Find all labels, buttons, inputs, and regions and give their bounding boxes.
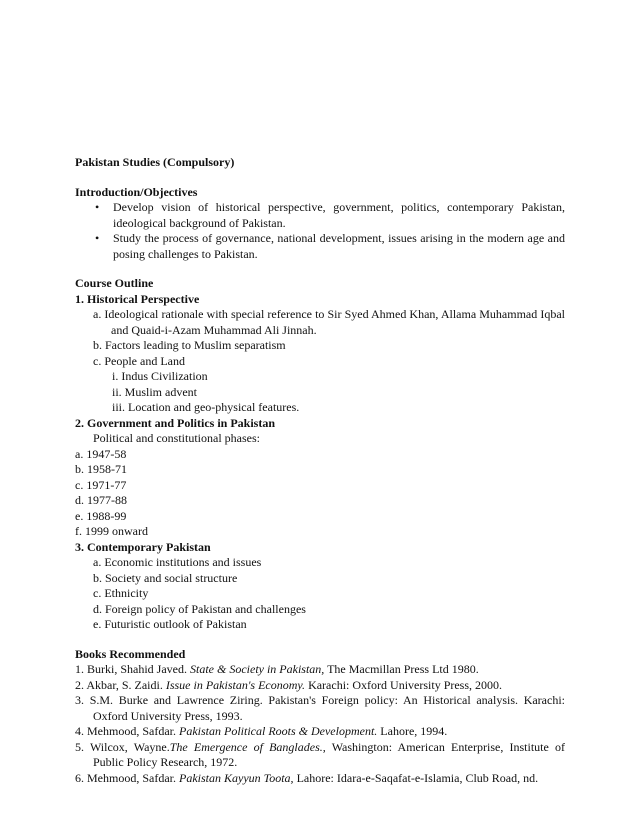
section-3-heading: 3. Contemporary Pakistan <box>75 539 211 554</box>
document-title: Pakistan Studies (Compulsory) <box>75 155 235 169</box>
section-3-item: a. Economic institutions and issues <box>93 555 262 569</box>
intro-heading: Introduction/Objectives <box>75 184 198 199</box>
book-entry: 5. Wilcox, Wayne.The Emergence of Banglades., Washington: American Enterprise, Institute of Public Policy Research, 1972. <box>75 739 565 769</box>
section-3-item: e. Futuristic outlook of Pakistan <box>93 617 247 631</box>
section-2-item: c. 1971-77 <box>75 477 127 492</box>
section-2-item: e. 1988-99 <box>75 508 127 523</box>
section-1-item-c: c. People and Land <box>93 353 185 368</box>
section-3-item: c. Ethnicity <box>93 586 149 600</box>
book-entry: 3. S.M. Burke and Lawrence Ziring. Pakistan's Foreign policy: An Historical analysis. Karachi: Oxford University Press, 1993. <box>75 693 565 723</box>
section-2-item: d. 1977-88 <box>75 493 127 507</box>
book-entry: 1. Burki, Shahid Javed. State & Society in Pakistan, The Macmillan Press Ltd 1980. <box>75 662 479 676</box>
intro-bullet: • Study the process of governance, national development, issues arising in the modern age and posing challenges to Pakistan. <box>95 231 565 261</box>
section-1-subitem: ii. Muslim advent <box>112 384 197 399</box>
section-1-subitem: iii. Location and geo-physical features. <box>112 400 300 414</box>
section-1-subitem: i. Indus Civilization <box>112 369 208 383</box>
section-2-intro: Political and constitutional phases: <box>93 431 260 445</box>
intro-bullet: • Develop vision of historical perspective, government, politics, contemporary Pakistan, ideological background of Pakistan. <box>95 200 565 230</box>
section-2-item: b. 1958-71 <box>75 462 127 476</box>
course-outline-heading: Course Outline <box>75 276 154 290</box>
book-entry: 4. Mehmood, Safdar. Pakistan Political Roots & Development. Lahore, 1994. <box>75 724 448 738</box>
section-2-heading: 2. Government and Politics in Pakistan <box>75 415 276 430</box>
document-content <box>75 155 565 786</box>
section-2-item: a. 1947-58 <box>75 446 127 461</box>
book-entry: 2. Akbar, S. Zaidi. Issue in Pakistan's Economy. Karachi: Oxford University Press, 2000. <box>75 677 503 692</box>
section-3-item: d. Foreign policy of Pakistan and challenges <box>93 601 306 616</box>
section-2-item: f. 1999 onward <box>75 524 148 538</box>
bullet-icon: • <box>95 200 100 214</box>
intro-bullet-list <box>75 200 565 262</box>
bullet-icon: • <box>95 231 100 245</box>
section-3-item: b. Society and social structure <box>93 570 238 585</box>
section-1-item-a: a. Ideological rationale with special reference to Sir Syed Ahmed Khan, Allama Muhammad Iqbal and Quaid-i-Azam Muhammad Ali Jinnah. <box>93 307 565 337</box>
books-heading: Books Recommended <box>75 646 186 661</box>
section-1-item-b: b. Factors leading to Muslim separatism <box>93 338 286 352</box>
book-entry: 6. Mehmood, Safdar. Pakistan Kayyun Toota, Lahore: Idara-e-Saqafat-e-Islamia, Club Road, nd. <box>75 770 539 785</box>
section-1-heading: 1. Historical Perspective <box>75 291 200 306</box>
